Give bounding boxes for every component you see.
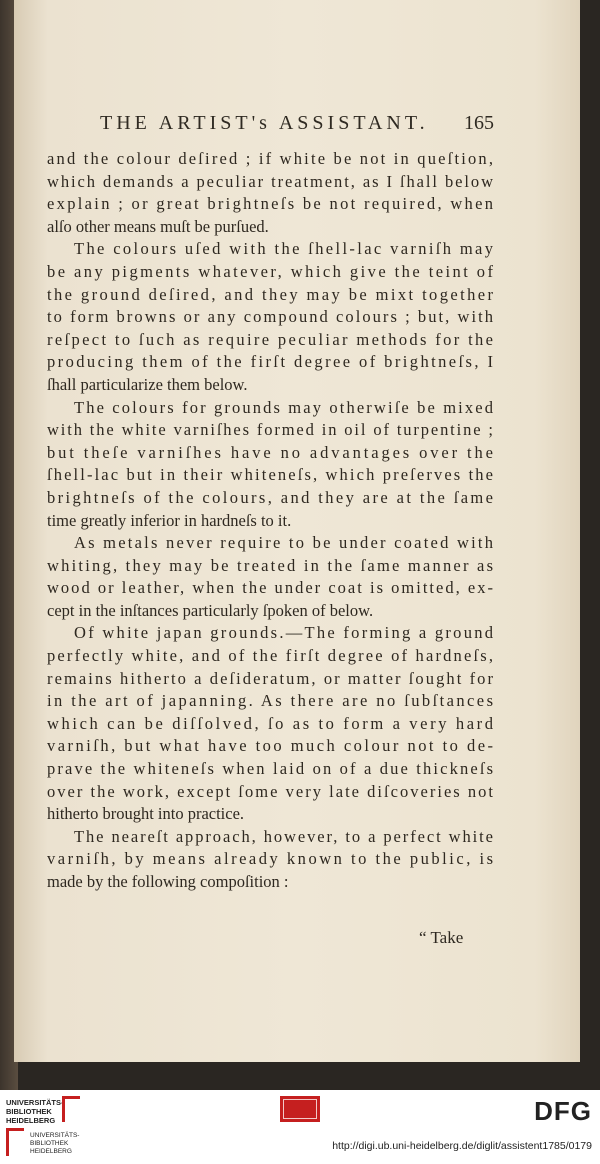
digital-library-logo[interactable] — [280, 1096, 320, 1122]
text-line: with the white varniſhes formed in oil of turpentine ; — [47, 420, 495, 440]
text-line: whiting, they may be treated in the ſame manner as — [47, 555, 496, 575]
paragraph — [47, 532, 496, 622]
text-line: The colours for grounds may otherwiſe be mixed — [74, 397, 496, 417]
text-line: remains hitherto a deſideratum, or matter ſought for — [47, 668, 496, 688]
text-line: Of white japan grounds.—The forming a ground — [74, 623, 496, 643]
text-line: to form browns or any compound colours ; but, with — [47, 307, 496, 327]
text-line: alſo other means muſt be purſued. — [47, 216, 269, 236]
text-line: cept in the inſtances particularly ſpoken of below. — [47, 600, 374, 620]
catchword: “ Take — [419, 928, 464, 947]
dfg-logo[interactable]: DFG — [534, 1096, 592, 1126]
paragraph — [47, 622, 496, 825]
library-logo-text: UNIVERSITÄTS- BIBLIOTHEK HEIDELBERG — [6, 1098, 64, 1125]
body-text — [47, 148, 496, 894]
page-header — [54, 112, 494, 138]
text-line: The colours uſed with the ſhell-lac varniſh may — [74, 239, 496, 259]
page-number: 165 — [464, 112, 494, 134]
text-line: brightneſs of the colours, and they are at the ſame — [47, 487, 496, 507]
book-page — [14, 0, 580, 1062]
university-library-logo-small[interactable] — [6, 1128, 86, 1160]
university-library-logo[interactable] — [6, 1094, 86, 1124]
text-line: which demands a peculiar treatment, as I ſhall below — [47, 171, 495, 191]
text-line: ſhall particularize them below. — [47, 374, 248, 394]
text-line: varniſh, but what have too much colour not to de- — [47, 736, 496, 756]
text-line: ſhell-lac but in their whiteneſs, which preſerves the — [47, 465, 496, 485]
paragraph — [47, 238, 496, 396]
text-line: prave the whiteneſs when laid on of a due thickneſs — [47, 759, 496, 779]
text-line: be any pigments whatever, which give the teint of — [47, 261, 496, 281]
text-line: reſpect to ſuch as require peculiar methods for the — [47, 329, 496, 349]
library-mark-icon — [6, 1128, 24, 1156]
text-line: in the art of japanning. As there are no ſubſtances — [47, 691, 496, 711]
text-line: hitherto brought into practice. — [47, 804, 245, 824]
text-line: producing them of the firſt degree of brightneſs, I — [47, 352, 496, 372]
text-line: varniſh, by means already known to the public, is — [47, 849, 496, 869]
viewer-footer — [0, 1090, 600, 1164]
paragraph — [47, 826, 496, 894]
running-title: THE ARTIST's ASSISTANT. — [100, 112, 429, 134]
text-line: explain ; or great brightneſs be not required, when — [47, 194, 496, 214]
text-line: made by the following compoſition : — [47, 872, 289, 891]
library-logo-text-small: UNIVERSITÄTS- BIBLIOTHEK HEIDELBERG — [30, 1132, 80, 1155]
text-line: wood or leather, when the under coat is omitted, ex- — [47, 578, 495, 598]
text-line: but theſe varniſhes have no advantages over the — [47, 442, 496, 462]
text-line: time greatly inferior in hardneſs to it. — [47, 510, 292, 530]
text-line: As metals never require to be under coated with — [74, 533, 496, 553]
text-line: over the work, except ſome very late diſcoveries not — [47, 781, 496, 801]
library-mark-icon — [62, 1096, 80, 1122]
text-line: which can be diſſolved, ſo as to form a very hard — [47, 713, 496, 733]
digital-library-logo-inner — [283, 1099, 317, 1119]
text-line: The neareſt approach, however, to a perfect white — [74, 826, 495, 846]
paragraph — [47, 148, 496, 238]
text-line: the ground deſired, and they may be mixt together — [47, 284, 496, 304]
paragraph — [47, 397, 496, 533]
text-line: perfectly white, and of the firſt degree of hardneſs, — [47, 646, 496, 666]
text-line: and the colour deſired ; if white be not in queſtion, — [47, 149, 496, 168]
permalink-url[interactable]: http://digi.ub.uni-heidelberg.de/diglit/assistent1785/0179 — [332, 1140, 592, 1152]
